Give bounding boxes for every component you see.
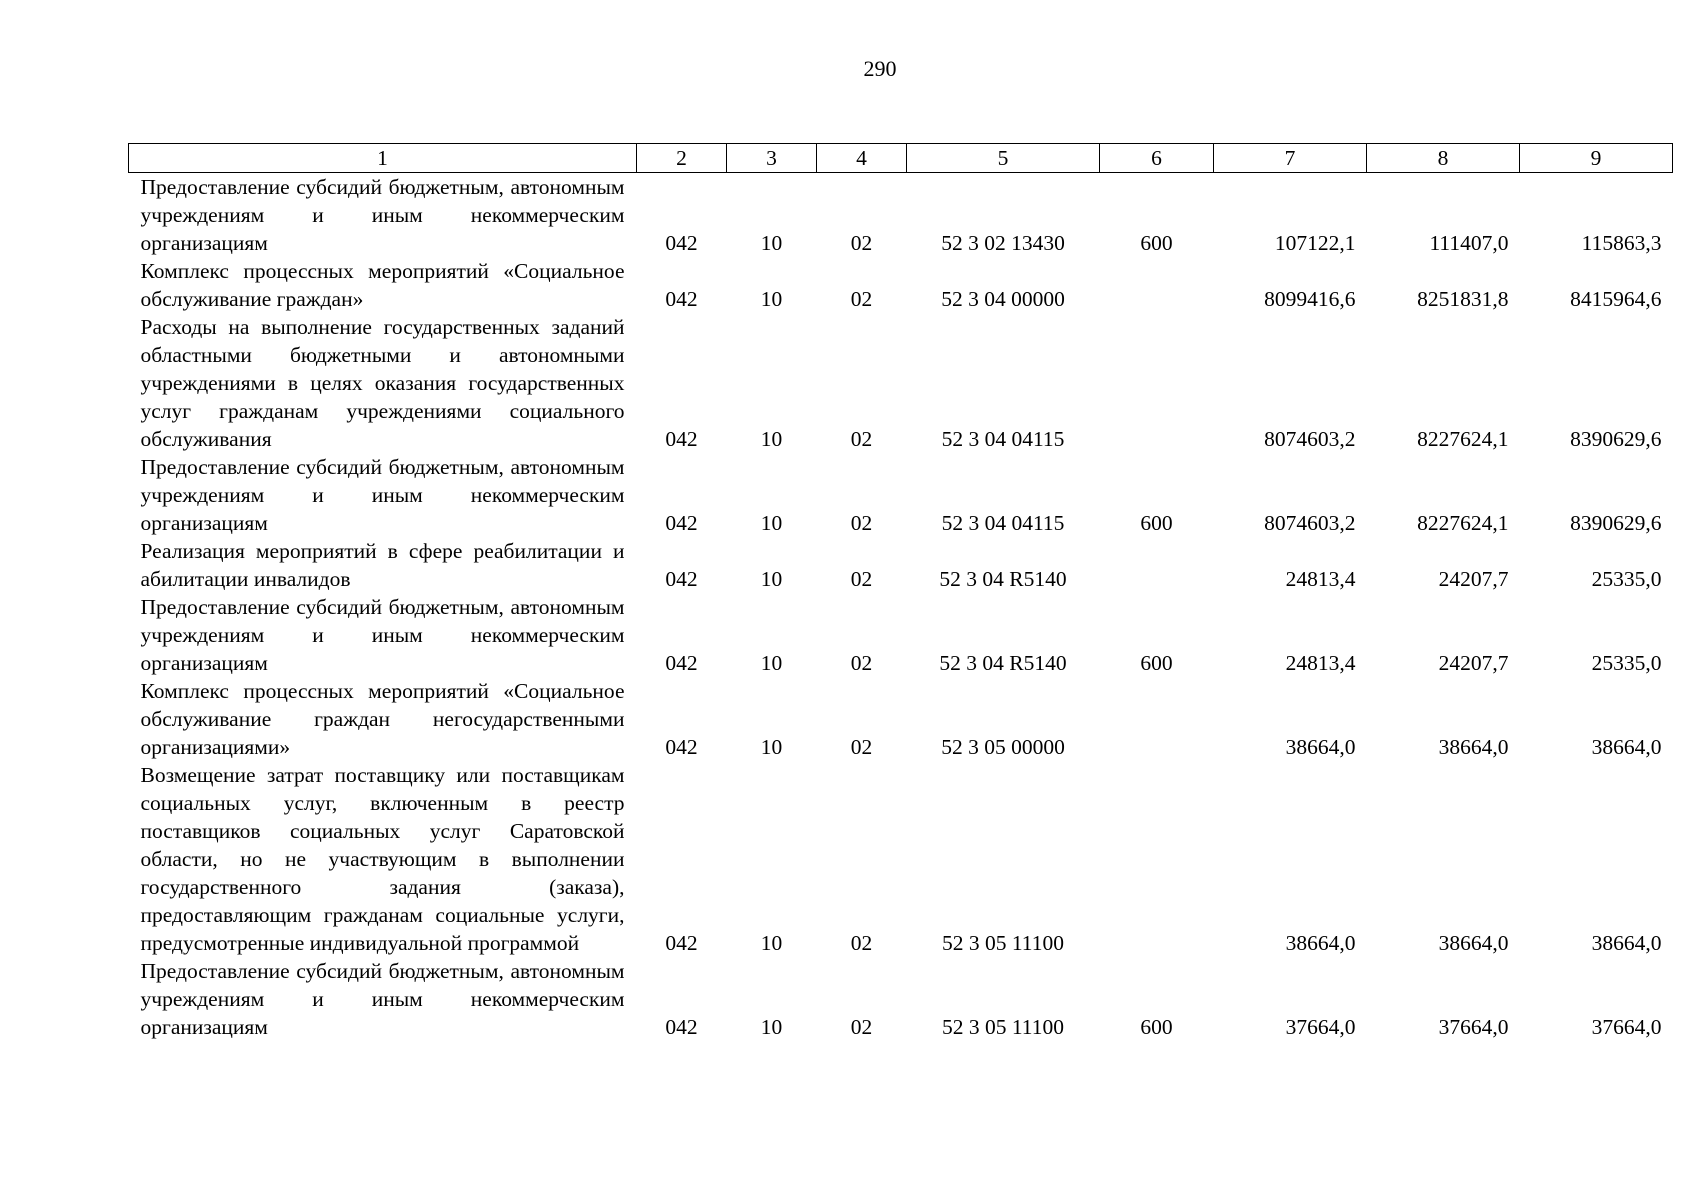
table-row xyxy=(129,313,1673,453)
row-ministry-code: 042 xyxy=(665,1015,698,1039)
row-amount-year-2: 38664,0 xyxy=(1438,931,1509,955)
table-body xyxy=(129,173,1673,1042)
table-row xyxy=(129,257,1673,313)
table-header xyxy=(129,144,1673,173)
row-section-code: 10 xyxy=(760,427,783,451)
header-col-9: 9 xyxy=(1520,144,1673,173)
row-subsection-code: 02 xyxy=(850,231,873,255)
row-amount-year-1: 8074603,2 xyxy=(1264,427,1356,451)
table-row xyxy=(129,453,1673,537)
row-ministry-code: 042 xyxy=(665,511,698,535)
row-amount-year-2: 8227624,1 xyxy=(1417,427,1509,451)
row-target-code: 52 3 04 R5140 xyxy=(939,567,1067,591)
row-expense-type: 600 xyxy=(1140,511,1173,535)
row-amount-year-3: 25335,0 xyxy=(1591,651,1662,675)
row-amount-year-1: 37664,0 xyxy=(1285,1015,1356,1039)
row-expense-type xyxy=(1100,761,1214,957)
row-amount-year-3: 8390629,6 xyxy=(1570,427,1662,451)
page-number: 290 xyxy=(863,56,897,81)
row-target-code: 52 3 02 13430 xyxy=(941,231,1065,255)
row-section-code: 10 xyxy=(760,931,783,955)
row-subsection-code: 02 xyxy=(850,931,873,955)
row-subsection-code: 02 xyxy=(850,287,873,311)
row-amount-year-3: 37664,0 xyxy=(1591,1015,1662,1039)
row-section-code: 10 xyxy=(760,567,783,591)
row-description: Предоставление субсидий бюджетным, автономным учреждениям и иным некоммерческим организациям xyxy=(140,959,625,1039)
row-target-code: 52 3 04 04115 xyxy=(941,427,1065,451)
row-description: Комплекс процессных мероприятий «Социальное обслуживание граждан» xyxy=(140,259,625,311)
row-section-code: 10 xyxy=(760,735,783,759)
table-row xyxy=(129,173,1673,258)
row-amount-year-3: 8415964,6 xyxy=(1570,287,1662,311)
budget-table xyxy=(128,143,1673,1041)
row-amount-year-3: 38664,0 xyxy=(1591,931,1662,955)
row-section-code: 10 xyxy=(760,231,783,255)
row-amount-year-2: 24207,7 xyxy=(1438,651,1509,675)
row-subsection-code: 02 xyxy=(850,1015,873,1039)
table-row xyxy=(129,761,1673,957)
row-subsection-code: 02 xyxy=(850,567,873,591)
row-expense-type xyxy=(1100,313,1214,453)
row-ministry-code: 042 xyxy=(665,427,698,451)
row-expense-type xyxy=(1100,537,1214,593)
header-col-1: 1 xyxy=(129,144,637,173)
row-ministry-code: 042 xyxy=(665,567,698,591)
row-amount-year-1: 38664,0 xyxy=(1285,931,1356,955)
row-expense-type xyxy=(1100,257,1214,313)
row-expense-type: 600 xyxy=(1140,231,1173,255)
row-description: Предоставление субсидий бюджетным, автономным учреждениям и иным некоммерческим организациям xyxy=(140,595,625,675)
row-expense-type: 600 xyxy=(1140,1015,1173,1039)
header-col-5: 5 xyxy=(907,144,1100,173)
row-section-code: 10 xyxy=(760,1015,783,1039)
row-amount-year-3: 38664,0 xyxy=(1591,735,1662,759)
table-row xyxy=(129,957,1673,1041)
header-col-2: 2 xyxy=(637,144,727,173)
row-target-code: 52 3 05 00000 xyxy=(941,735,1065,759)
row-amount-year-2: 8251831,8 xyxy=(1417,287,1509,311)
row-amount-year-1: 107122,1 xyxy=(1274,231,1356,255)
row-expense-type xyxy=(1100,677,1214,761)
row-amount-year-3: 115863,3 xyxy=(1581,231,1662,255)
row-amount-year-3: 8390629,6 xyxy=(1570,511,1662,535)
row-ministry-code: 042 xyxy=(665,735,698,759)
row-amount-year-2: 8227624,1 xyxy=(1417,511,1509,535)
row-amount-year-1: 38664,0 xyxy=(1285,735,1356,759)
row-ministry-code: 042 xyxy=(665,931,698,955)
row-description: Возмещение затрат поставщику или поставщикам социальных услуг, включенным в реестр поставщиков социальных услуг Саратовской области, но не участвующим в выполнении государственного задания (заказа), предоставляющим гражданам социальные услуги, предусмотренные индивидуальной программой xyxy=(140,763,625,955)
row-description: Реализация мероприятий в сфере реабилитации и абилитации инвалидов xyxy=(140,539,625,591)
header-col-6: 6 xyxy=(1100,144,1214,173)
row-target-code: 52 3 04 00000 xyxy=(941,287,1065,311)
row-target-code: 52 3 05 11100 xyxy=(941,1015,1065,1039)
table-row xyxy=(129,537,1673,593)
header-col-3: 3 xyxy=(727,144,817,173)
row-amount-year-2: 37664,0 xyxy=(1438,1015,1509,1039)
row-section-code: 10 xyxy=(760,651,783,675)
row-amount-year-1: 8074603,2 xyxy=(1264,511,1356,535)
table-row xyxy=(129,677,1673,761)
row-target-code: 52 3 04 04115 xyxy=(941,511,1065,535)
row-amount-year-3: 25335,0 xyxy=(1591,567,1662,591)
table-row xyxy=(129,593,1673,677)
row-amount-year-2: 111407,0 xyxy=(1429,231,1509,255)
header-col-8: 8 xyxy=(1367,144,1520,173)
row-expense-type: 600 xyxy=(1140,651,1173,675)
row-subsection-code: 02 xyxy=(850,651,873,675)
row-subsection-code: 02 xyxy=(850,427,873,451)
row-subsection-code: 02 xyxy=(850,735,873,759)
row-subsection-code: 02 xyxy=(850,511,873,535)
row-section-code: 10 xyxy=(760,511,783,535)
header-row xyxy=(129,144,1673,173)
row-target-code: 52 3 04 R5140 xyxy=(939,651,1067,675)
row-section-code: 10 xyxy=(760,287,783,311)
header-col-4: 4 xyxy=(817,144,907,173)
row-description: Расходы на выполнение государственных заданий областными бюджетными и автономными учреждениями в целях оказания государственных услуг гражданам учреждениями социального обслуживания xyxy=(140,315,625,451)
row-amount-year-1: 24813,4 xyxy=(1285,651,1356,675)
row-amount-year-1: 8099416,6 xyxy=(1264,287,1356,311)
row-target-code: 52 3 05 11100 xyxy=(941,931,1065,955)
row-amount-year-2: 24207,7 xyxy=(1438,567,1509,591)
header-col-7: 7 xyxy=(1214,144,1367,173)
row-description: Комплекс процессных мероприятий «Социальное обслуживание граждан негосударственными организациями» xyxy=(140,679,625,759)
row-description: Предоставление субсидий бюджетным, автономным учреждениям и иным некоммерческим организациям xyxy=(140,175,625,255)
row-ministry-code: 042 xyxy=(665,287,698,311)
row-ministry-code: 042 xyxy=(665,651,698,675)
row-amount-year-2: 38664,0 xyxy=(1438,735,1509,759)
row-amount-year-1: 24813,4 xyxy=(1285,567,1356,591)
row-ministry-code: 042 xyxy=(665,231,698,255)
row-description: Предоставление субсидий бюджетным, автономным учреждениям и иным некоммерческим организациям xyxy=(140,455,625,535)
